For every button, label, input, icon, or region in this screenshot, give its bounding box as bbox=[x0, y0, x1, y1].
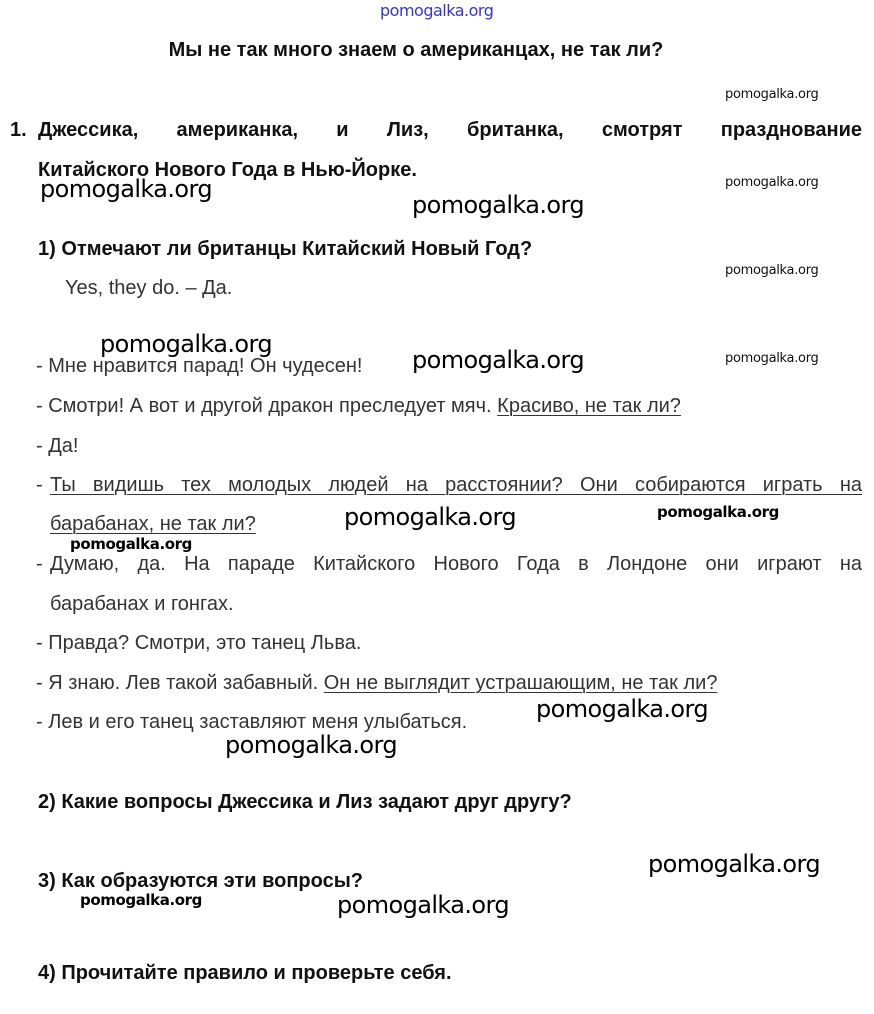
watermark: pomogalka.org bbox=[725, 351, 819, 366]
dash: - bbox=[36, 395, 43, 417]
underlined-question: барабанах, не так ли? bbox=[50, 513, 256, 535]
dialogue-text: барабанах и гонгах. bbox=[50, 593, 234, 615]
watermark: pomogalka.org bbox=[344, 503, 516, 531]
dialogue-line bbox=[36, 396, 681, 416]
underlined-question: Красиво, не так ли? bbox=[497, 395, 681, 417]
underlined-question: Он не выглядит устрашающим, не так ли? bbox=[323, 672, 718, 694]
dialogue-line bbox=[36, 633, 361, 653]
watermark: pomogalka.org bbox=[412, 191, 584, 219]
dialogue-line bbox=[36, 436, 78, 456]
watermark: pomogalka.org bbox=[337, 891, 509, 919]
dialogue-text: Да! bbox=[48, 435, 79, 457]
question-2: 2) Какие вопросы Джессика и Лиз задают друг другу? bbox=[38, 791, 572, 813]
dash: - bbox=[36, 355, 43, 377]
dash: - bbox=[36, 672, 43, 694]
watermark: pomogalka.org bbox=[412, 346, 584, 374]
dialogue-text: Правда? Смотри, это танец Льва. bbox=[48, 632, 362, 654]
watermark: pomogalka.org bbox=[725, 175, 819, 190]
dialogue-text: Лев и его танец заставляют меня улыбаться. bbox=[48, 711, 468, 733]
underlined-question: Ты видишь тех молодых людей на расстоянии? Они собираются играть на bbox=[50, 474, 862, 496]
dialogue-line bbox=[36, 673, 717, 693]
page-title: Мы не так много знаем о американцах, не так ли? bbox=[168, 39, 664, 61]
watermark: pomogalka.org bbox=[225, 731, 397, 759]
watermark: pomogalka.org bbox=[648, 850, 820, 878]
watermark: pomogalka.org bbox=[725, 87, 819, 102]
watermark: pomogalka.org bbox=[100, 330, 272, 358]
dash: - bbox=[36, 474, 43, 496]
dialogue-text: Думаю, да. На параде Китайского Нового Года в Лондоне они играют на bbox=[50, 553, 862, 575]
watermark: pomogalka.org bbox=[40, 175, 212, 203]
watermark: pomogalka.org bbox=[80, 891, 203, 909]
question-1: 1) Отмечают ли британцы Китайский Новый Год? bbox=[38, 238, 533, 260]
question-4: 4) Прочитайте правило и проверьте себя. bbox=[38, 962, 452, 984]
watermark: pomogalka.org bbox=[70, 535, 193, 553]
dash: - bbox=[36, 632, 43, 654]
watermark-top: pomogalka.org bbox=[380, 1, 494, 20]
answer-1: Yes, they do. – Да. bbox=[65, 277, 233, 299]
question-3: 3) Как образуются эти вопросы? bbox=[38, 870, 364, 892]
watermark: pomogalka.org bbox=[657, 503, 780, 521]
dialogue-text: Мне нравится парад! Он чудесен! bbox=[48, 355, 363, 377]
dash: - bbox=[36, 435, 43, 457]
dialogue-line bbox=[36, 712, 467, 732]
dialogue-text: Смотри! А вот и другой дракон преследует мяч. bbox=[48, 395, 498, 417]
task-line-2: Китайского Нового Года в Нью-Йорке. bbox=[38, 159, 417, 181]
watermark: pomogalka.org bbox=[725, 263, 819, 278]
dialogue-text: Я знаю. Лев такой забавный. bbox=[48, 672, 324, 694]
dialogue-line bbox=[36, 356, 362, 376]
watermark: pomogalka.org bbox=[536, 695, 708, 723]
dash: - bbox=[36, 711, 43, 733]
dash: - bbox=[36, 553, 43, 575]
task-number: 1. bbox=[10, 119, 27, 141]
task-line-1: Джессика, американка, и Лиз, британка, смотрят празднование bbox=[38, 119, 862, 141]
